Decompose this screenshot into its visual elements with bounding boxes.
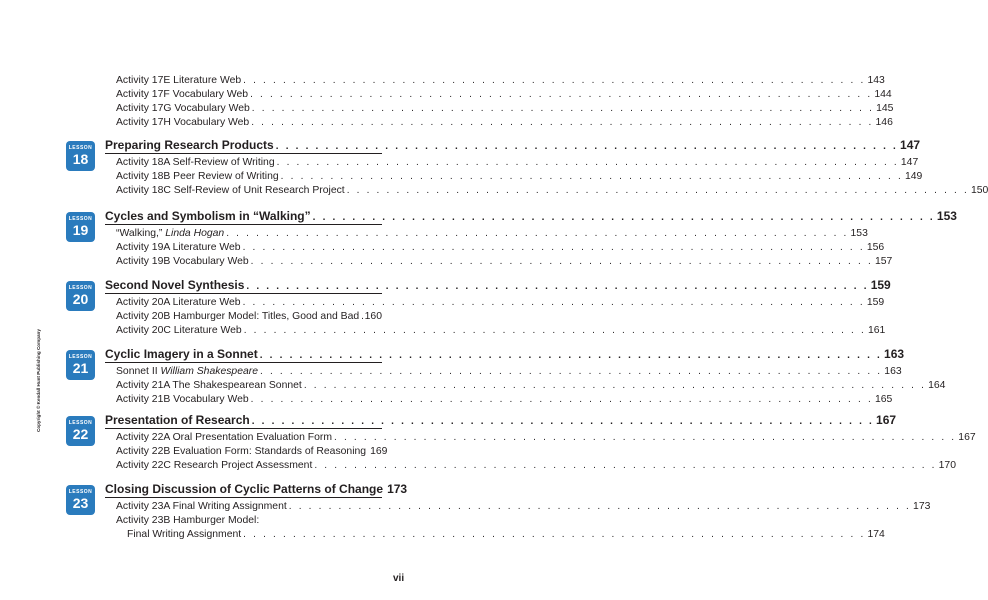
page-ref: 161 <box>868 325 886 336</box>
page-ref: 170 <box>938 460 956 471</box>
dot-leader <box>244 324 866 338</box>
entry-author: Linda Hogan <box>165 228 225 239</box>
toc-entry <box>116 324 886 338</box>
lesson-title <box>105 209 311 223</box>
entry-author: William Shakespeare <box>160 366 258 377</box>
heading-rule <box>105 293 382 294</box>
toc-entry <box>116 459 956 473</box>
toc-entry <box>116 170 923 184</box>
page-ref: 146 <box>875 117 893 128</box>
lesson-heading <box>105 138 921 152</box>
toc-entry <box>127 528 885 542</box>
page-ref: 167 <box>876 413 897 427</box>
page-ref: 153 <box>936 209 957 223</box>
page-ref: 153 <box>850 228 868 239</box>
toc-entry <box>116 500 931 514</box>
entry-title-text: Activity 17H Vocabulary Web <box>116 117 250 128</box>
lesson-title <box>105 278 244 292</box>
entry-title-text: Activity 20A Literature Web <box>116 297 241 308</box>
dot-leader <box>251 393 873 407</box>
entry-title-text: Activity 20C Literature Web <box>116 325 242 336</box>
page-ref: 165 <box>874 394 893 405</box>
lesson-title <box>105 482 383 496</box>
entry-title <box>116 227 224 241</box>
entry-title <box>116 74 241 88</box>
toc-entry <box>116 514 382 528</box>
toc-entry <box>116 431 976 445</box>
dot-leader <box>260 365 882 379</box>
dot-leader <box>277 156 899 170</box>
dot-leader <box>260 349 882 363</box>
page-ref: 150 <box>970 185 988 196</box>
dot-leader <box>252 102 874 116</box>
lesson-heading <box>105 347 905 361</box>
entry-title-text: Activity 17F Vocabulary Web <box>116 89 249 100</box>
toc-entry <box>116 296 885 310</box>
lesson-heading <box>105 413 897 427</box>
heading-rule <box>105 362 382 363</box>
lesson-label: LESSON <box>68 489 93 495</box>
lesson-number: 23 <box>72 495 89 511</box>
entry-title-text: “Walking,” <box>116 228 163 239</box>
lesson-number: 21 <box>72 360 89 376</box>
dot-leader <box>243 241 865 255</box>
entry-title-text: Presentation of Research <box>105 413 250 427</box>
heading-rule <box>105 497 382 498</box>
dot-leader <box>334 431 956 445</box>
entry-title-text: Activity 21B Vocabulary Web <box>116 394 249 405</box>
page-ref: 159 <box>870 278 891 292</box>
toc-entry <box>116 379 946 393</box>
lesson-badge <box>66 485 95 515</box>
lesson-badge <box>66 281 95 311</box>
entry-title <box>116 431 332 445</box>
page-ref: 157 <box>874 256 893 267</box>
entry-title-text: Activity 22B Evaluation Form: Standards of Reasoning <box>116 446 367 457</box>
entry-title <box>116 310 359 324</box>
entry-title <box>116 514 259 528</box>
heading-rule <box>105 224 382 225</box>
toc-entry <box>116 88 892 102</box>
entry-title-text: Activity 20B Hamburger Model: Titles, Good and Bad <box>116 311 360 322</box>
entry-title-text: Sonnet II <box>116 366 158 377</box>
lesson-number: 20 <box>72 291 89 307</box>
entry-title-text: Activity 18C Self-Review of Unit Research Project <box>116 185 345 196</box>
toc-entry <box>116 74 885 88</box>
dot-leader <box>243 74 865 88</box>
dot-leader <box>276 140 898 154</box>
page-ref: 147 <box>900 138 921 152</box>
lesson-label: LESSON <box>68 354 93 360</box>
page-ref: 145 <box>876 103 894 114</box>
entry-title <box>116 255 249 269</box>
dot-leader <box>313 211 935 225</box>
entry-title-text: Activity 19B Vocabulary Web <box>116 256 249 267</box>
page-ref: 160 <box>364 311 382 322</box>
lesson-number: 18 <box>72 151 89 167</box>
entry-title-text: Cycles and Symbolism in “Walking” <box>105 209 311 223</box>
dot-leader <box>314 459 936 473</box>
page-ref: 174 <box>867 529 885 540</box>
lesson-number: 22 <box>72 426 89 442</box>
toc-entry <box>116 241 885 255</box>
page-ref: 163 <box>884 347 905 361</box>
lesson-label: LESSON <box>68 420 93 426</box>
lesson-number: 19 <box>72 222 89 238</box>
entry-title <box>116 393 249 407</box>
dot-leader <box>289 500 911 514</box>
heading-rule <box>105 428 382 429</box>
entry-title <box>116 500 287 514</box>
lesson-label: LESSON <box>68 285 93 291</box>
page-ref: 167 <box>958 432 976 443</box>
entry-title <box>116 102 250 116</box>
entry-title-text: Closing Discussion of Cyclic Patterns of Change <box>105 482 384 496</box>
entry-title <box>116 324 242 338</box>
toc-entry <box>116 445 388 459</box>
lesson-label: LESSON <box>68 145 93 151</box>
toc-entry <box>116 184 988 198</box>
toc-entry <box>116 255 893 269</box>
toc-entry <box>116 310 382 324</box>
lesson-badge <box>66 212 95 242</box>
page-ref: 169 <box>370 446 388 457</box>
entry-title-text: Activity 17G Vocabulary Web <box>116 103 250 114</box>
entry-title-text: Preparing Research Products <box>105 138 274 152</box>
lesson-badge <box>66 141 95 171</box>
page-number: vii <box>393 573 405 584</box>
entry-title-text: Activity 23B Hamburger Model: <box>116 515 260 526</box>
page-ref: 144 <box>874 89 892 100</box>
dot-leader <box>281 170 903 184</box>
entry-title <box>116 445 366 459</box>
entry-title-text: Activity 22A Oral Presentation Evaluation Form <box>116 432 332 443</box>
entry-title-text: Activity 19A Literature Web <box>116 242 241 253</box>
lesson-badge <box>66 350 95 380</box>
dot-leader <box>304 379 926 393</box>
toc-entry <box>116 227 868 241</box>
heading-rule <box>105 153 382 154</box>
entry-title-text: Final Writing Assignment <box>127 529 242 540</box>
toc-entry <box>116 393 893 407</box>
entry-title <box>116 116 249 130</box>
entry-title <box>116 184 345 198</box>
toc-entry <box>116 365 902 379</box>
toc-entry <box>116 116 893 130</box>
entry-title-text: Activity 18A Self-Review of Writing <box>116 157 275 168</box>
page-ref: 143 <box>867 75 885 86</box>
page-ref: 173 <box>387 482 408 496</box>
page-ref: 173 <box>913 501 931 512</box>
entry-title-text: Activity 23A Final Writing Assignment <box>116 501 287 512</box>
entry-title-text: Activity 21A The Shakespearean Sonnet <box>116 380 302 391</box>
copyright-notice: Copyright © Kendall Hunt Publishing Company <box>36 329 41 432</box>
entry-title <box>116 156 275 170</box>
toc-entry <box>116 102 894 116</box>
entry-title <box>116 296 241 310</box>
entry-title-text: Activity 17E Literature Web <box>116 75 242 86</box>
dot-leader <box>250 88 872 102</box>
entry-title <box>116 365 258 379</box>
dot-leader <box>347 184 969 198</box>
dot-leader <box>226 227 848 241</box>
toc-entry <box>116 156 919 170</box>
entry-title-text: Cyclic Imagery in a Sonnet <box>105 347 258 361</box>
lesson-title <box>105 413 250 427</box>
entry-title <box>116 379 302 393</box>
entry-title-text: Activity 22C Research Project Assessment <box>116 460 313 471</box>
entry-title <box>116 459 312 473</box>
lesson-title <box>105 138 274 152</box>
lesson-title <box>105 347 258 361</box>
dot-leader <box>251 255 873 269</box>
dot-leader <box>361 310 363 324</box>
lesson-label: LESSON <box>68 216 93 222</box>
dot-leader <box>251 116 873 130</box>
dot-leader <box>243 528 865 542</box>
entry-title-text: Second Novel Synthesis <box>105 278 245 292</box>
dot-leader <box>252 415 874 429</box>
entry-title <box>127 528 241 542</box>
dot-leader <box>243 296 865 310</box>
lesson-heading <box>105 482 408 496</box>
page-ref: 149 <box>904 171 923 182</box>
entry-title-text: Activity 18B Peer Review of Writing <box>116 171 279 182</box>
page-ref: 163 <box>884 366 902 377</box>
entry-title <box>116 88 248 102</box>
entry-title <box>116 170 279 184</box>
page-ref: 159 <box>866 297 885 308</box>
dot-leader <box>246 280 868 294</box>
entry-title <box>116 241 241 255</box>
page-ref: 164 <box>928 380 946 391</box>
lesson-heading <box>105 278 891 292</box>
lesson-badge <box>66 416 95 446</box>
page-ref: 156 <box>866 242 885 253</box>
page-ref: 147 <box>900 157 919 168</box>
lesson-heading <box>105 209 957 223</box>
